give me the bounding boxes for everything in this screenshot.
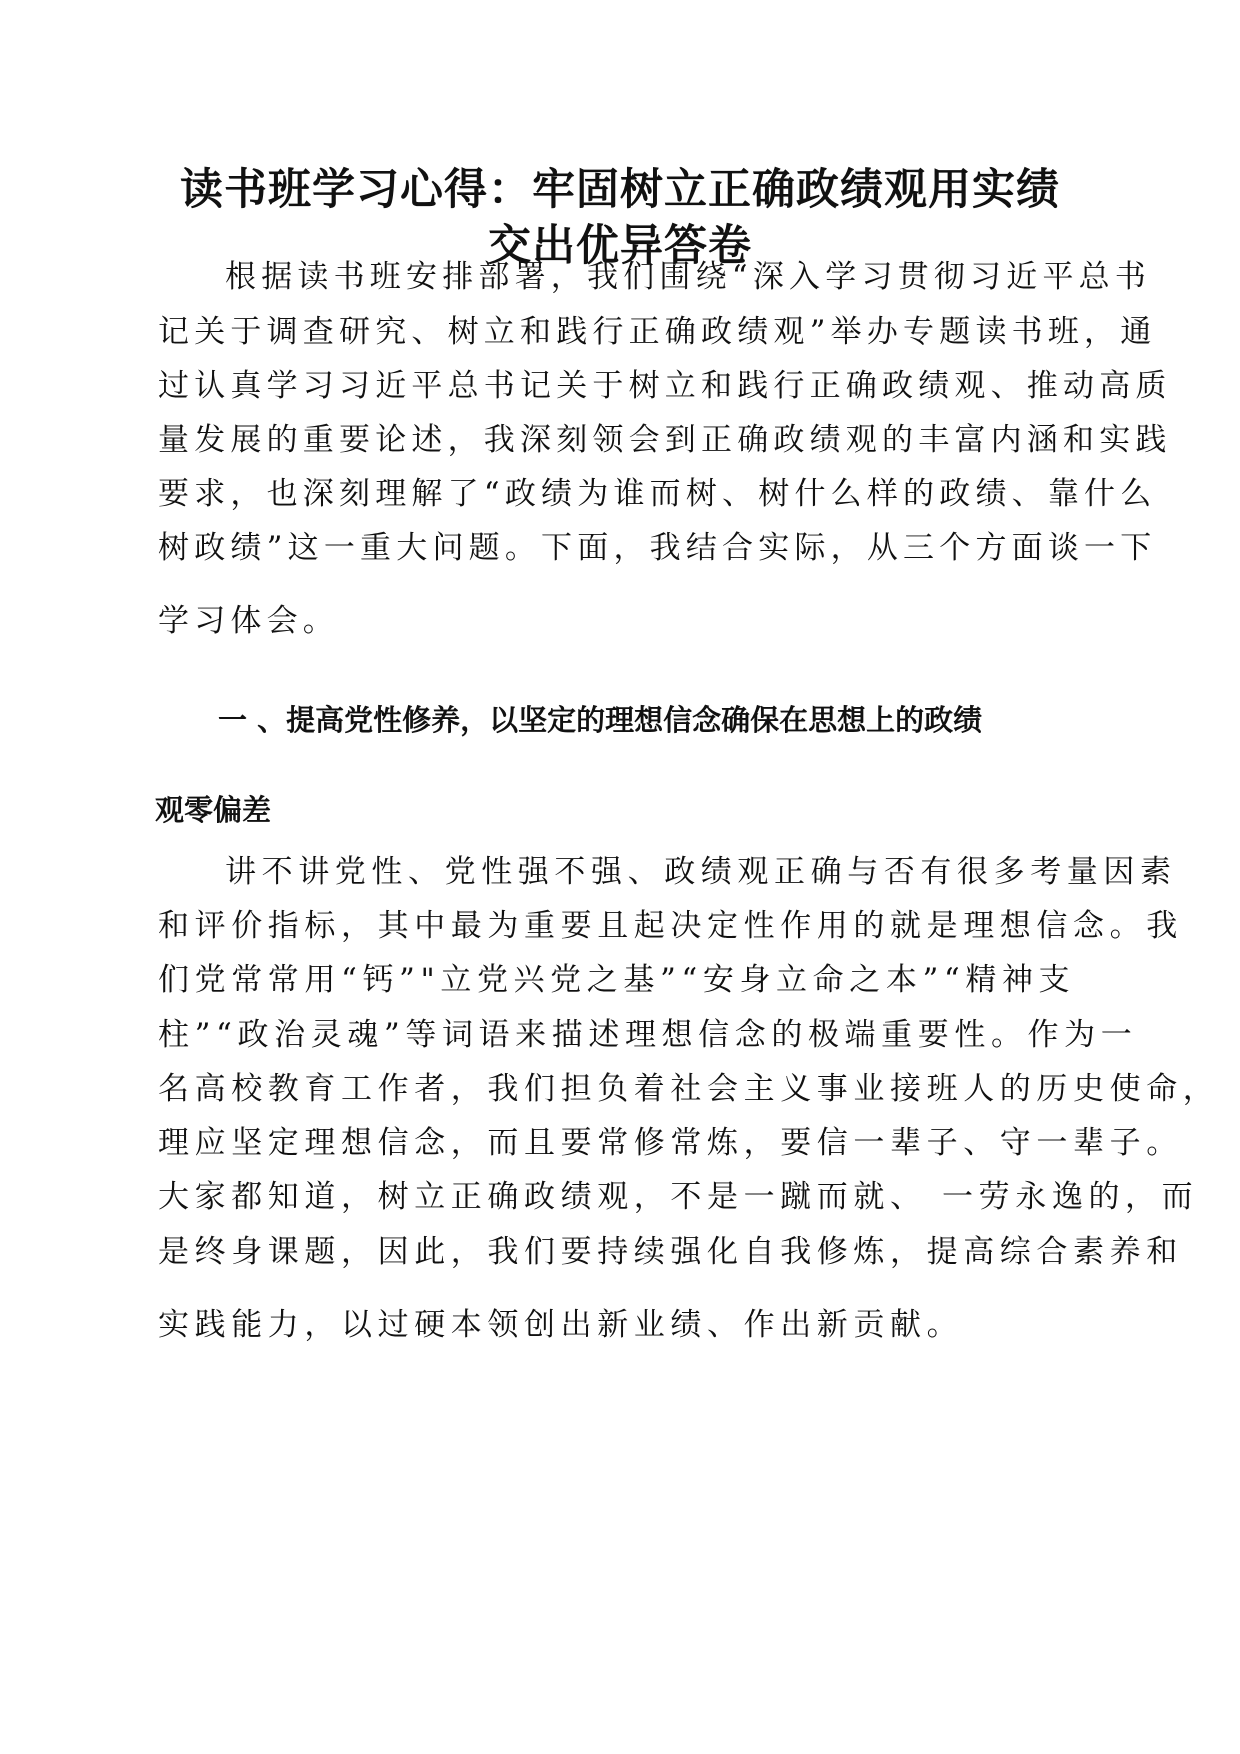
paragraph-2-line: 们党常常用“钙”"立党兴党之基”“安身立命之本”“精神支 <box>158 962 1076 998</box>
section-1-heading-line-1: 一 、提高党性修养，以坚定的理想信念确保在思想上的政绩 <box>218 703 983 737</box>
paragraph-2-line: 讲不讲党性、党性强不强、政绩观正确与否有很多考量因素 <box>225 854 1177 890</box>
paragraph-2-line: 柱”“政治灵魂”等词语来描述理想信念的极端重要性。作为一 <box>158 1017 1138 1053</box>
paragraph-1-line: 记关于调查研究、树立和践行正确政绩观”举办专题读书班，通 <box>158 314 1157 350</box>
document-title-line-2: 交出优异答卷 <box>488 221 752 271</box>
paragraph-2-line: 实践能力，以过硬本领创出新业绩、作出新贡献。 <box>158 1307 964 1343</box>
paragraph-2-line: 和评价指标，其中最为重要且起决定性作用的就是理想信念。我 <box>158 908 1183 944</box>
paragraph-1-line: 过认真学习习近平总书记关于树立和践行正确政绩观、推动高质 <box>158 368 1172 404</box>
paragraph-1-line: 根据读书班安排部署，我们围绕“深入学习贯彻习近平总书 <box>225 259 1152 295</box>
section-1-heading-line-2: 观零偏差 <box>155 793 272 827</box>
paragraph-1-line: 学习体会。 <box>158 603 339 639</box>
paragraph-1-line: 量发展的重要论述，我深刻领会到正确政绩观的丰富内涵和实践 <box>158 422 1172 458</box>
document-title-line-1: 读书班学习心得：牢固树立正确政绩观用实绩 <box>180 165 1060 215</box>
paragraph-2-line: 名高校教育工作者，我们担负着社会主义事业接班人的历史使命， <box>158 1071 1220 1107</box>
paragraph-2-line: 大家都知道，树立正确政绩观，不是一蹴而就、 一劳永逸的，而 <box>158 1179 1199 1215</box>
paragraph-1-line: 要求，也深刻理解了“政绩为谁而树、树什么样的政绩、靠什么 <box>158 476 1157 512</box>
paragraph-2-line: 理应坚定理想信念，而且要常修常炼，要信一辈子、守一辈子。 <box>158 1125 1183 1161</box>
paragraph-1-line: 树政绩”这一重大问题。下面，我结合实际，从三个方面谈一下 <box>158 530 1157 566</box>
paragraph-2-line: 是终身课题，因此，我们要持续强化自我修炼，提高综合素养和 <box>158 1234 1183 1270</box>
